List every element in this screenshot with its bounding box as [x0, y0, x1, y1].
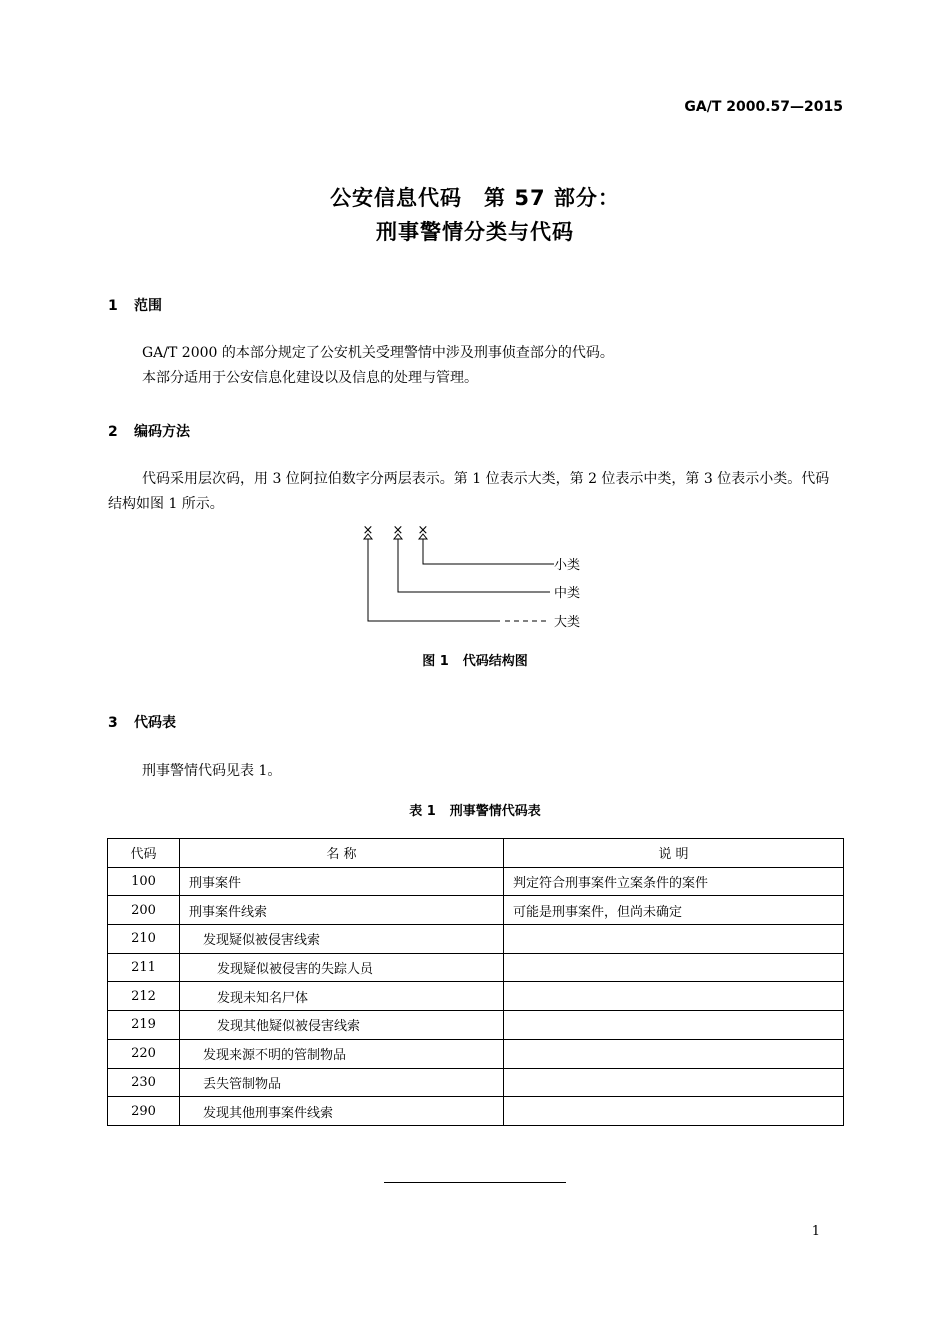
- middle-class-line: [398, 539, 550, 592]
- section-title: 编码方法: [134, 424, 190, 440]
- middle-class-label: 中类: [554, 586, 581, 601]
- code-digit-mark: ×: [362, 523, 374, 538]
- footer-rule: [384, 1182, 566, 1183]
- section-number: 1: [108, 298, 118, 314]
- document-title-line2: 刑事警情分类与代码: [376, 220, 574, 244]
- table-row: [108, 1097, 844, 1126]
- section-1-heading: [108, 295, 162, 315]
- section-1-body: [108, 341, 843, 391]
- note-cell: 判定符合刑事案件立案条件的案件: [504, 867, 844, 896]
- note-cell: [504, 1097, 844, 1126]
- section-number: 3: [108, 715, 118, 731]
- paragraph: 代码采用层次码，用 3 位阿拉伯数字分两层表示。第 1 位表示大类，第 2 位表示中类，第 3 位表示小类。代码结构如图 1 所示。: [108, 471, 830, 512]
- note-cell: [504, 925, 844, 954]
- section-3-heading: [108, 712, 176, 732]
- note-cell: [504, 1011, 844, 1040]
- section-3-body: [108, 759, 843, 784]
- note-cell: [504, 1068, 844, 1097]
- code-cell: 212: [108, 982, 180, 1011]
- name-cell: 发现未知名尸体: [180, 982, 504, 1011]
- section-2-heading: [108, 421, 190, 441]
- large-class-label: 大类: [554, 615, 581, 630]
- small-class-label: 小类: [554, 558, 581, 573]
- table-caption: [0, 800, 950, 819]
- table-row: [108, 953, 844, 982]
- code-digit-mark: ×: [417, 523, 429, 538]
- name-cell: 刑事案件: [180, 867, 504, 896]
- note-cell: [504, 953, 844, 982]
- table-row: [108, 1011, 844, 1040]
- table-row: [108, 1068, 844, 1097]
- name-cell: 发现来源不明的管制物品: [180, 1039, 504, 1068]
- table-header-row: [108, 839, 844, 868]
- code-cell: 220: [108, 1039, 180, 1068]
- name-cell: 丢失管制物品: [180, 1068, 504, 1097]
- column-header-note: 说 明: [504, 839, 844, 868]
- code-cell: 200: [108, 896, 180, 925]
- note-cell: 可能是刑事案件，但尚未确定: [504, 896, 844, 925]
- column-header-name: 名 称: [180, 839, 504, 868]
- note-cell: [504, 1039, 844, 1068]
- name-cell: 发现疑似被侵害的失踪人员: [180, 953, 504, 982]
- table-row: [108, 925, 844, 954]
- column-header-code: 代码: [108, 839, 180, 868]
- code-cell: 290: [108, 1097, 180, 1126]
- page-number: 1: [811, 1224, 820, 1239]
- code-digit-mark: ×: [392, 523, 404, 538]
- code-cell: 211: [108, 953, 180, 982]
- figure-caption: [0, 650, 950, 669]
- paragraph: 刑事警情代码见表 1。: [142, 763, 282, 779]
- table-caption-title: 刑事警情代码表: [449, 804, 541, 819]
- table-row: [108, 982, 844, 1011]
- code-cell: 100: [108, 867, 180, 896]
- name-cell: 发现其他疑似被侵害线索: [180, 1011, 504, 1040]
- code-cell: 230: [108, 1068, 180, 1097]
- note-cell: [504, 982, 844, 1011]
- code-table: [107, 838, 844, 1126]
- large-class-line: [368, 539, 500, 621]
- standard-number: GA/T 2000.57—2015: [684, 99, 843, 115]
- code-cell: 219: [108, 1011, 180, 1040]
- small-class-line: [423, 539, 554, 564]
- name-cell: 发现其他刑事案件线索: [180, 1097, 504, 1126]
- paragraph: GA/T 2000 的本部分规定了公安机关受理警情中涉及刑事侦查部分的代码。: [142, 345, 614, 361]
- document-title-line1: 公安信息代码 第 57 部分：: [330, 186, 620, 210]
- name-cell: 刑事案件线索: [180, 896, 504, 925]
- paragraph: 本部分适用于公安信息化建设以及信息的处理与管理。: [142, 370, 478, 386]
- figure-caption-label: 图 1: [422, 654, 449, 669]
- name-cell: 发现疑似被侵害线索: [180, 925, 504, 954]
- table-caption-label: 表 1: [409, 804, 436, 819]
- section-number: 2: [108, 424, 118, 440]
- table-row: [108, 1039, 844, 1068]
- section-2-body: [108, 467, 843, 517]
- table-row: [108, 867, 844, 896]
- code-structure-figure: [360, 518, 600, 638]
- code-cell: 210: [108, 925, 180, 954]
- table-row: [108, 896, 844, 925]
- section-title: 代码表: [134, 715, 176, 731]
- figure-caption-title: 代码结构图: [462, 654, 528, 669]
- section-title: 范围: [134, 298, 162, 314]
